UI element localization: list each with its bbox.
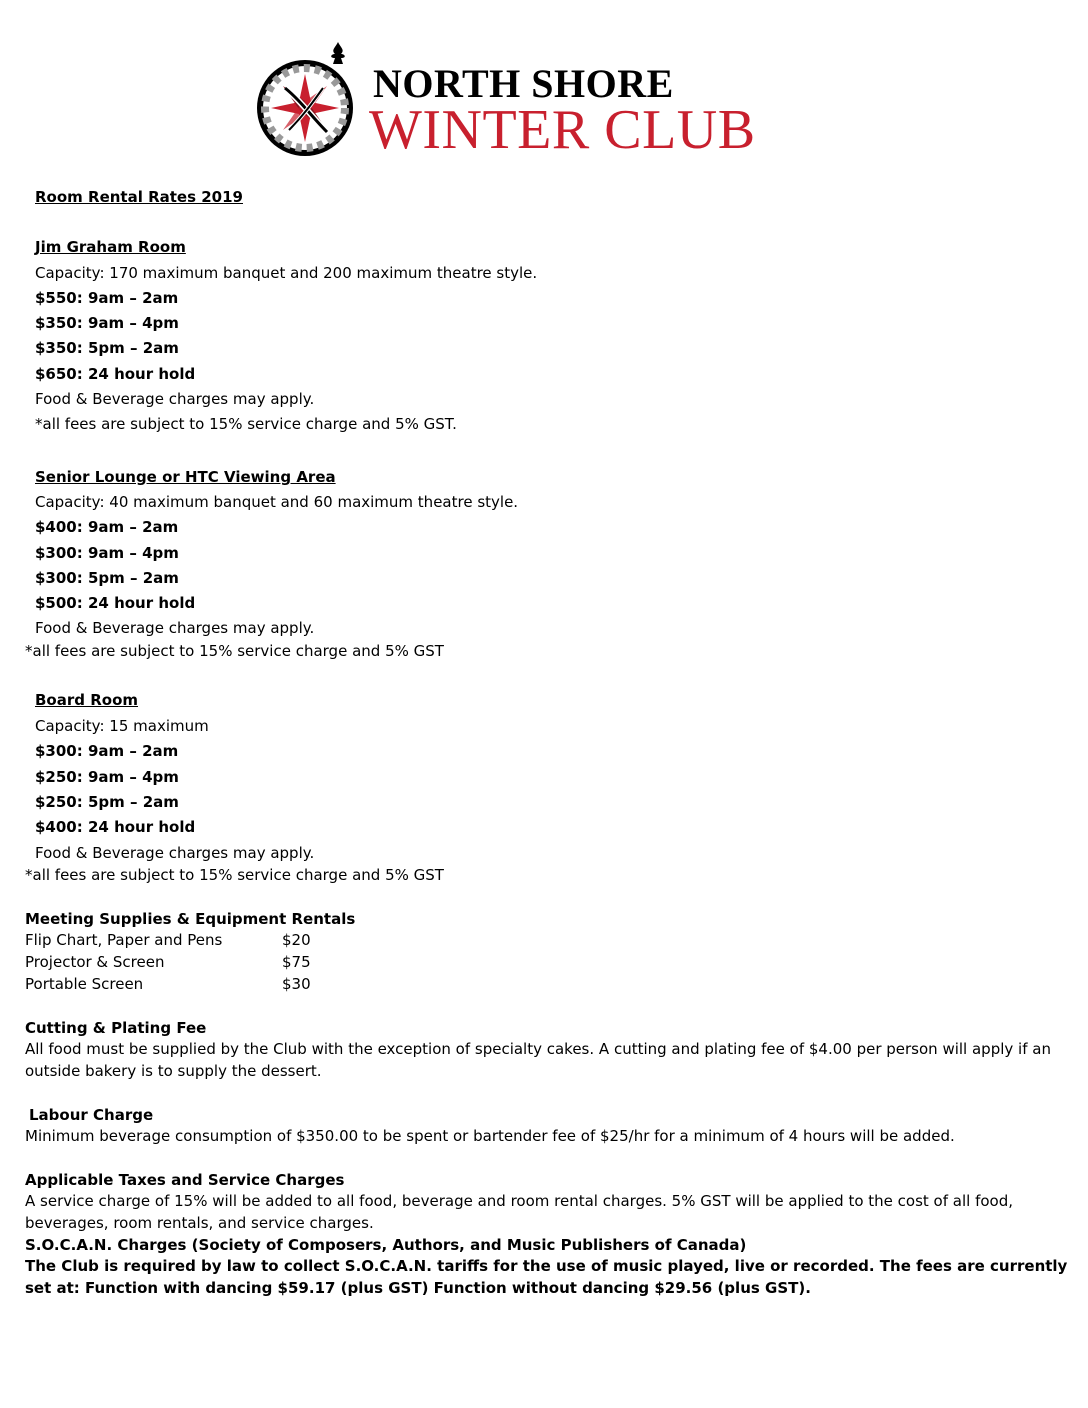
board-room-capacity: Capacity: 15 maximum — [35, 717, 209, 735]
board-room-fees-note: *all fees are subject to 15% service charge and 5% GST — [25, 866, 444, 884]
jim-graham-rate: $650: 24 hour hold — [35, 365, 196, 383]
taxes-text: A service charge of 15% will be added to all food, beverage and room rental charges. 5% GST will be applied to the cost of all food, beverages, room rentals, and service charges. — [25, 1192, 1014, 1232]
club-logo — [255, 40, 825, 161]
senior-lounge-heading: Senior Lounge or HTC Viewing Area — [35, 468, 336, 486]
jim-graham-rate: $350: 9am – 4pm — [35, 314, 179, 332]
supply-item-name: Portable Screen — [25, 975, 144, 993]
jim-graham-rate: $350: 5pm – 2am — [35, 339, 179, 357]
supply-item-name: Projector & Screen — [25, 953, 165, 971]
board-room-rate: $300: 9am – 2am — [35, 742, 179, 760]
jim-graham-capacity: Capacity: 170 maximum banquet and 200 maximum theatre style. — [35, 264, 538, 282]
jim-graham-heading: Jim Graham Room — [35, 238, 186, 256]
board-room-heading: Board Room — [35, 691, 139, 709]
cutting-text: All food must be supplied by the Club with the exception of specialty cakes. A cutting and plating fee of $4.00 per person will apply if an outside bakery is to supply the dessert. — [25, 1040, 1051, 1080]
jim-graham-fees-note: *all fees are subject to 15% service charge and 5% GST. — [35, 415, 457, 433]
socan-heading: S.O.C.A.N. Charges (Society of Composers, Authors, and Music Publishers of Canada) — [25, 1236, 747, 1254]
compass-rose-icon — [255, 40, 365, 158]
board-room-rate: $250: 5pm – 2am — [35, 793, 179, 811]
board-room-rate: $400: 24 hour hold — [35, 818, 196, 836]
senior-lounge-fees-note: *all fees are subject to 15% service charge and 5% GST — [25, 642, 444, 660]
jim-graham-rate: $550: 9am – 2am — [35, 289, 179, 307]
document-title: Room Rental Rates 2019 — [35, 188, 243, 206]
supply-item-name: Flip Chart, Paper and Pens — [25, 931, 223, 949]
jim-graham-food-note: Food & Beverage charges may apply. — [35, 390, 315, 408]
supply-item-price: $20 — [282, 931, 311, 949]
supply-item-price: $30 — [282, 975, 311, 993]
cutting-heading: Cutting & Plating Fee — [25, 1019, 207, 1037]
labour-heading: Labour Charge — [29, 1106, 154, 1124]
socan-text: The Club is required by law to collect S.O.C.A.N. tariffs for the use of music played, live or recorded. The fees are currently set at: Function with dancing $59.17 (plus GST) Function without dancing $29.56 (plus GST). — [25, 1257, 1068, 1297]
logo-line-2: WINTER CLUB — [369, 99, 756, 161]
labour-text: Minimum beverage consumption of $350.00 to be spent or bartender fee of $25/hr for a minimum of 4 hours will be added. — [25, 1127, 955, 1145]
board-room-food-note: Food & Beverage charges may apply. — [35, 844, 315, 862]
supplies-heading: Meeting Supplies & Equipment Rentals — [25, 910, 356, 928]
senior-lounge-rate: $500: 24 hour hold — [35, 594, 196, 612]
board-room-rate: $250: 9am – 4pm — [35, 768, 179, 786]
senior-lounge-rate: $400: 9am – 2am — [35, 518, 179, 536]
taxes-heading: Applicable Taxes and Service Charges — [25, 1171, 345, 1189]
logo-line-1: NORTH SHORE — [373, 61, 674, 106]
senior-lounge-rate: $300: 5pm – 2am — [35, 569, 179, 587]
senior-lounge-food-note: Food & Beverage charges may apply. — [35, 619, 315, 637]
senior-lounge-capacity: Capacity: 40 maximum banquet and 60 maximum theatre style. — [35, 493, 519, 511]
supply-item-price: $75 — [282, 953, 311, 971]
senior-lounge-rate: $300: 9am – 4pm — [35, 544, 179, 562]
